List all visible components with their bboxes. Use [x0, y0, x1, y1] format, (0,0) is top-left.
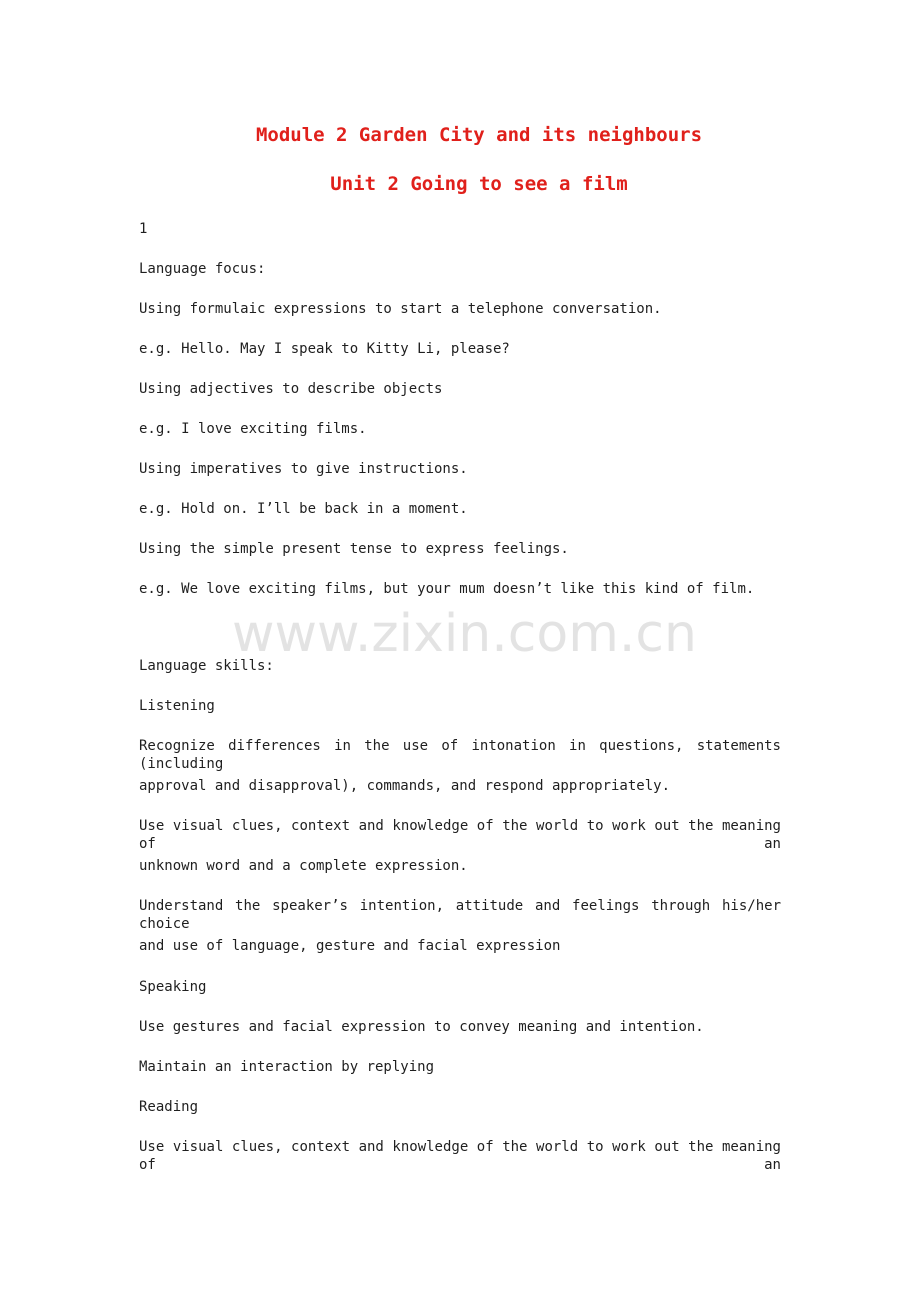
body-line: Recognize differences in the use of intonation in questions, statements (including [139, 738, 781, 772]
body-line: Using formulaic expressions to start a telephone conversation. [139, 301, 662, 317]
body-line: approval and disapproval), commands, and respond appropriately. [139, 778, 671, 794]
body-line: Understand the speaker’s intention, attitude and feelings through his/her choice [139, 898, 781, 932]
module-title: Module 2 Garden City and its neighbours [255, 124, 703, 146]
body-line: Use visual clues, context and knowledge of the world to work out the meaning of an [139, 818, 781, 852]
body-line: and use of language, gesture and facial expression [139, 938, 561, 954]
body-line: unknown word and a complete expression. [139, 858, 468, 874]
example-line: e.g. Hello. May I speak to Kitty Li, please? [139, 341, 510, 357]
body-line: Using imperatives to give instructions. [139, 461, 468, 477]
subheading-speaking: Speaking [139, 979, 207, 995]
example-line: e.g. I love exciting films. [139, 421, 367, 437]
heading-language-focus: Language focus: [139, 261, 266, 277]
example-line: e.g. We love exciting films, but your mum doesn’t like this kind of film. [139, 581, 755, 597]
body-line: Maintain an interaction by replying [139, 1059, 435, 1075]
body-line: Use visual clues, context and knowledge of the world to work out the meaning of an [139, 1139, 781, 1173]
unit-title: Unit 2 Going to see a film [330, 173, 628, 195]
body-line: Use gestures and facial expression to convey meaning and intention. [139, 1019, 704, 1035]
subheading-listening: Listening [139, 698, 215, 714]
watermark: www.zixin.com.cn [232, 604, 697, 664]
subheading-reading: Reading [139, 1099, 199, 1115]
heading-language-skills: Language skills: [139, 658, 274, 674]
example-line: e.g. Hold on. I’ll be back in a moment. [139, 501, 468, 517]
body-line: Using adjectives to describe objects [139, 381, 443, 397]
section-number: 1 [139, 221, 148, 237]
body-line: Using the simple present tense to express feelings. [139, 541, 569, 557]
